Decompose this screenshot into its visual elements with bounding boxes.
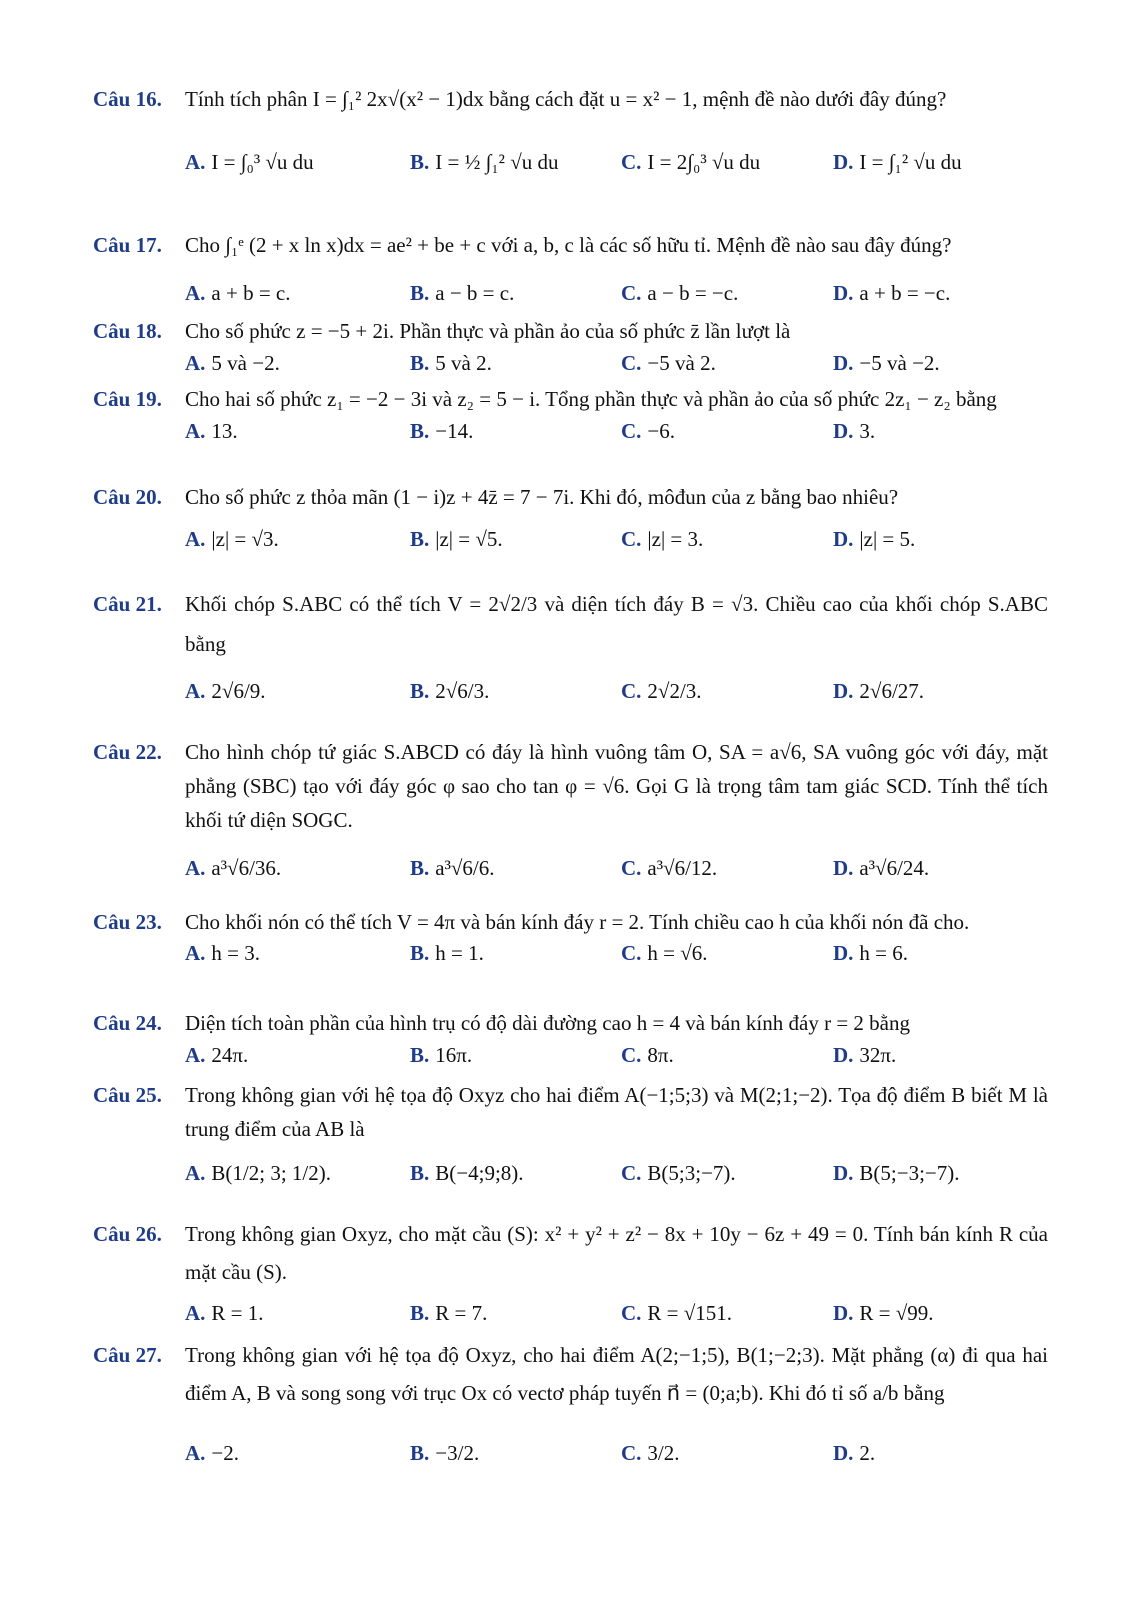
- option-b[interactable]: B. −14.: [410, 419, 474, 443]
- option-d[interactable]: D. 3.: [833, 419, 876, 443]
- question-19: [93, 384, 1048, 447]
- question-text: Trong không gian Oxyz, cho mặt cầu (S): x² + y² + z² − 8x + 10y − 6z + 49 = 0. Tính bán kính R của mặt cầu (S).: [185, 1222, 1048, 1284]
- options: [185, 1426, 1048, 1480]
- question-text: Khối chóp S.ABC có thể tích V = 2√2/3 và diện tích đáy B = √3. Chiều cao của khối chóp S.ABC bằng: [185, 592, 1048, 656]
- option-a[interactable]: A. 24π.: [185, 1043, 249, 1067]
- question-number: Câu 23.: [93, 910, 162, 934]
- option-d[interactable]: D. B(5;−3;−7).: [833, 1161, 960, 1185]
- option-b[interactable]: B. h = 1.: [410, 941, 484, 965]
- question-23: [93, 908, 1048, 969]
- option-a[interactable]: A. −2.: [185, 1441, 240, 1465]
- question-number: Câu 19.: [93, 387, 162, 411]
- question-number: Câu 27.: [93, 1343, 162, 1367]
- options: [185, 135, 1048, 189]
- option-b[interactable]: B. I = ½ ∫₁² √u du: [410, 150, 559, 174]
- question-number: Câu 26.: [93, 1222, 162, 1246]
- option-c[interactable]: C. −6.: [621, 419, 676, 443]
- question-text: Cho số phức z = −5 + 2i. Phần thực và phần ảo của số phức z̄ lần lượt là: [185, 319, 791, 343]
- question-17: [93, 230, 1048, 309]
- question-text: Cho ∫₁ᵉ (2 + x ln x)dx = ae² + be + c với a, b, c là các số hữu tỉ. Mệnh đề nào sau đây đúng?: [185, 233, 952, 257]
- option-b[interactable]: B. 16π.: [410, 1043, 473, 1067]
- option-b[interactable]: B. |z| = √5.: [410, 527, 503, 551]
- question-21: [93, 584, 1048, 718]
- option-a[interactable]: A. R = 1.: [185, 1301, 264, 1325]
- option-b[interactable]: B. a − b = c.: [410, 281, 515, 305]
- question-number: Câu 25.: [93, 1083, 162, 1107]
- option-d[interactable]: D. −5 và −2.: [833, 351, 940, 375]
- option-b[interactable]: B. −3/2.: [410, 1441, 480, 1465]
- question-16: [93, 84, 1048, 189]
- option-a[interactable]: A. a³√6/36.: [185, 856, 282, 880]
- question-number: Câu 22.: [93, 740, 162, 764]
- option-c[interactable]: C. |z| = 3.: [621, 527, 704, 551]
- option-d[interactable]: D. 32π.: [833, 1043, 897, 1067]
- question-number: Câu 17.: [93, 233, 162, 257]
- option-d[interactable]: D. h = 6.: [833, 941, 909, 965]
- question-text: Cho khối nón có thể tích V = 4π và bán kính đáy r = 2. Tính chiều cao h của khối nón đã cho.: [185, 910, 970, 934]
- question-27: [93, 1336, 1048, 1480]
- options: [185, 415, 1048, 447]
- option-a[interactable]: A. h = 3.: [185, 941, 261, 965]
- option-d[interactable]: D. 2.: [833, 1441, 876, 1465]
- question-text: Cho hai số phức z₁ = −2 − 3i và z₂ = 5 − i. Tổng phần thực và phần ảo của số phức 2z₁ − z₂ bằng: [185, 387, 997, 411]
- option-c[interactable]: C. R = √151.: [621, 1301, 733, 1325]
- options: [185, 1039, 1048, 1071]
- options: [185, 523, 1048, 555]
- option-a[interactable]: A. a + b = c.: [185, 281, 291, 305]
- options: [185, 937, 1048, 969]
- question-text: Trong không gian với hệ tọa độ Oxyz cho hai điểm A(−1;5;3) và M(2;1;−2). Tọa độ điểm B biết M là trung điểm của AB là: [185, 1083, 1048, 1141]
- question-text: Cho hình chóp tứ giác S.ABCD có đáy là hình vuông tâm O, SA = a√6, SA vuông góc với đáy, mặt phẳng (SBC) tạo với đáy góc φ sao cho tan φ = √6. Gọi G là trọng tâm tam giác SCD. Tính thể tích khối tứ diện SOGC.: [185, 740, 1048, 832]
- option-b[interactable]: B. a³√6/6.: [410, 856, 495, 880]
- question-text: Cho số phức z thỏa mãn (1 − i)z + 4z̄ = 7 − 7i. Khi đó, môđun của z bằng bao nhiêu?: [185, 485, 899, 509]
- option-a[interactable]: A. 5 và −2.: [185, 351, 280, 375]
- question-18: [93, 316, 1048, 379]
- option-c[interactable]: C. a − b = −c.: [621, 281, 739, 305]
- option-d[interactable]: D. |z| = 5.: [833, 527, 916, 551]
- question-26: [93, 1215, 1048, 1329]
- options: [185, 347, 1048, 379]
- question-number: Câu 20.: [93, 485, 162, 509]
- options: [185, 841, 1048, 895]
- question-number: Câu 18.: [93, 319, 162, 343]
- option-d[interactable]: D. 2√6/27.: [833, 679, 925, 703]
- option-c[interactable]: C. a³√6/12.: [621, 856, 718, 880]
- option-c[interactable]: C. −5 và 2.: [621, 351, 716, 375]
- question-text: Diện tích toàn phần của hình trụ có độ dài đường cao h = 4 và bán kính đáy r = 2 bằng: [185, 1011, 910, 1035]
- option-a[interactable]: A. 13.: [185, 419, 238, 443]
- option-c[interactable]: C. I = 2∫₀³ √u du: [621, 150, 761, 174]
- options: [185, 1297, 1048, 1329]
- question-number: Câu 16.: [93, 87, 162, 111]
- options: [185, 664, 1048, 718]
- option-a[interactable]: A. B(1/2; 3; 1/2).: [185, 1161, 332, 1185]
- option-d[interactable]: D. a + b = −c.: [833, 281, 951, 305]
- option-c[interactable]: C. 3/2.: [621, 1441, 680, 1465]
- options: [185, 277, 1048, 309]
- option-c[interactable]: C. 8π.: [621, 1043, 674, 1067]
- question-25: [93, 1078, 1048, 1200]
- option-d[interactable]: D. a³√6/24.: [833, 856, 930, 880]
- question-text: Tính tích phân I = ∫₁² 2x√(x² − 1)dx bằng cách đặt u = x² − 1, mệnh đề nào dưới đây đúng?: [185, 87, 947, 111]
- option-d[interactable]: D. R = √99.: [833, 1301, 934, 1325]
- question-text: Trong không gian với hệ tọa độ Oxyz, cho hai điểm A(2;−1;5), B(1;−2;3). Mặt phẳng (α) đi qua hai điểm A, B và song song với trục Ox có vectơ pháp tuyến n⃗ = (0;a;b). Khi đó tỉ số a/b bằng: [185, 1343, 1048, 1405]
- option-d[interactable]: D. I = ∫₁² √u du: [833, 150, 962, 174]
- options: [185, 1146, 1048, 1200]
- question-24: [93, 1008, 1048, 1071]
- option-c[interactable]: C. 2√2/3.: [621, 679, 702, 703]
- question-number: Câu 21.: [93, 592, 162, 616]
- option-b[interactable]: B. 2√6/3.: [410, 679, 490, 703]
- option-b[interactable]: B. 5 và 2.: [410, 351, 492, 375]
- option-b[interactable]: B. B(−4;9;8).: [410, 1161, 524, 1185]
- option-b[interactable]: B. R = 7.: [410, 1301, 488, 1325]
- question-22: [93, 735, 1048, 895]
- option-c[interactable]: C. B(5;3;−7).: [621, 1161, 736, 1185]
- option-a[interactable]: A. |z| = √3.: [185, 527, 279, 551]
- option-a[interactable]: A. I = ∫₀³ √u du: [185, 150, 314, 174]
- option-a[interactable]: A. 2√6/9.: [185, 679, 266, 703]
- question-number: Câu 24.: [93, 1011, 162, 1035]
- question-20: [93, 482, 1048, 555]
- option-c[interactable]: C. h = √6.: [621, 941, 708, 965]
